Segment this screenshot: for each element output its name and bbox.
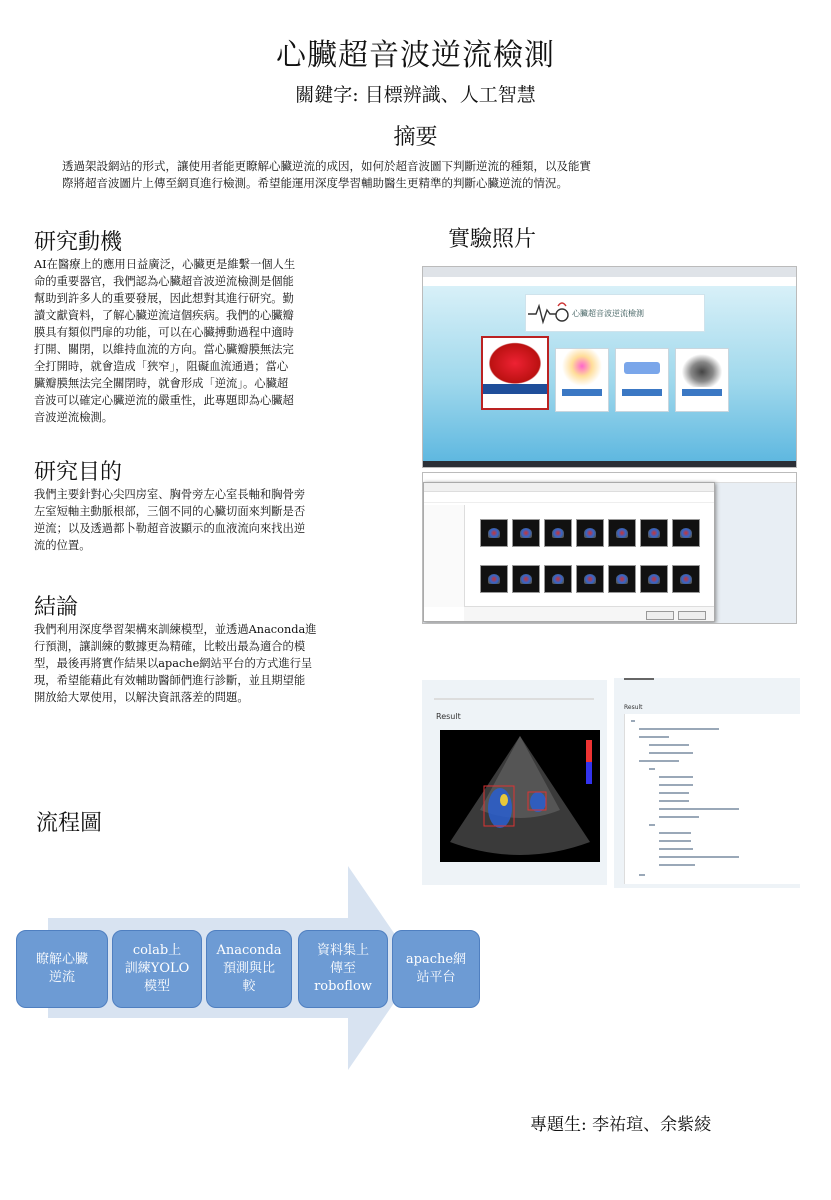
website-screenshot [422,266,797,468]
dialog-title-bar [424,483,714,492]
text-line: 現，希望能藉此有效輔助醫師們進行診斷，並且期望能 [34,674,306,687]
site-main [423,286,796,461]
flow-step-5 [392,930,480,1008]
purpose-heading: 研究目的 [34,460,123,485]
ultrasound-thumbnail[interactable] [672,519,700,547]
text-line: 逆流；以及透過都卜勒超音波顯示的血液流向來找出逆 [34,522,306,535]
ultrasound-thumbnail[interactable] [544,519,572,547]
team-icon [676,349,728,387]
card-intro[interactable] [555,348,609,412]
cartoon-icon [556,349,608,387]
text-line: 讀文獻資料，了解心臟逆流這個疾病。我們的心臟瓣 [34,309,294,322]
open-button[interactable] [646,611,674,620]
result-label: Result [436,712,461,721]
text-line: AI在醫療上的應用日益廣泛，心臟更是維繫一個人生 [34,258,296,271]
text-line: 打開、關閉，以維持血流的方向。當心臟瓣膜無法完 [34,343,294,356]
card-button [682,389,722,396]
ultrasound-thumbnail[interactable] [512,565,540,593]
authors: 專題生: 李祐瑄、余紫綾 [530,1115,712,1135]
result-json-panel [614,678,800,888]
start-icon [616,349,668,387]
flow-step-text: Anaconda [216,943,282,958]
motivation-text [34,256,404,426]
flow-step-text: 較 [242,979,256,994]
purpose-text [34,486,404,554]
json-code-lines [625,714,800,884]
flow-step-3 [206,930,292,1008]
heart-icon [483,338,547,384]
ultrasound-result-image [440,730,600,862]
site-header [525,294,705,332]
text-line: 我們主要針對心尖四房室、胸骨旁左心室長軸和胸骨旁 [34,488,306,501]
photos-heading: 實驗照片 [448,227,537,252]
dialog-folder-tree [424,505,465,607]
flow-step-text: 訓練YOLO [124,961,190,976]
heartbeat-stethoscope-icon [526,298,572,328]
text-line: 型，最後再將實作結果以apache網站平台的方式進行呈 [34,657,313,670]
abstract-line: 透過架設網站的形式，讓使用者能更瞭解心臟逆流的成因，如何於超音波圖下判斷逆流的種類，以及能實 [62,159,591,173]
flow-step-text: 站平台 [416,970,456,985]
result-json-label: Result [624,704,643,711]
flow-step-text: 瞭解心臟 [35,952,88,967]
flow-step-text: 資料集上 [316,943,369,958]
text-line: 音波可以確定心臟逆流的嚴重性，此專題即為心臟超 [34,394,294,407]
text-line: 幫助到許多人的重要發展，因此想對其進行研究。勤 [34,292,294,305]
ultrasound-thumbnail[interactable] [608,565,636,593]
text-line: 開放給大眾使用，以解決資訊落差的問題。 [34,691,249,704]
text-line: 音波逆流檢測。 [34,411,114,424]
divider [434,698,594,700]
site-title: 心臟超音波逆流檢測 [572,308,644,318]
ultrasound-thumbnail[interactable] [640,565,668,593]
ultrasound-thumbnail[interactable] [480,519,508,547]
result-image-panel [422,680,607,885]
text-line: 全打開時，就會造成「狹窄」，阻礙血流通過；當心 [34,360,289,373]
ultrasound-thumbnail[interactable] [544,565,572,593]
text-line: 臟瓣膜無法完全關閉時，就會形成「逆流」。心臟超 [34,377,289,390]
keywords: 關鍵字: 目標辨識、人工智慧 [295,84,536,106]
flow-step-text: apache網 [405,952,467,967]
abstract-heading: 摘要 [393,125,438,150]
card-button [562,389,602,396]
upload-dialog-screenshot [422,472,797,624]
text-line: 行預測，讓訓練的數據更為精確，比較出最為適合的模 [34,640,306,653]
conclusion-heading: 結論 [34,595,79,620]
ultrasound-thumbnail[interactable] [608,519,636,547]
flow-step-text: 傳至 [329,961,356,976]
ultrasound-thumbnail[interactable] [640,519,668,547]
flow-step-text: roboflow [314,979,372,994]
motivation-heading: 研究動機 [34,230,123,255]
file-dialog [423,482,715,622]
json-output [624,714,800,884]
text-line: 我們利用深度學習架構來訓練模型，並透過Anaconda進 [34,623,317,636]
flow-step-text: 預測與比 [222,961,275,976]
browser-tab-bar [423,267,796,277]
ultrasound-thumbnail[interactable] [480,565,508,593]
conclusion-text [34,621,404,706]
divider [624,678,654,680]
card-about[interactable] [675,348,729,412]
flow-step-2 [112,930,202,1008]
cancel-button[interactable] [678,611,706,620]
ultrasound-thumbnail[interactable] [576,565,604,593]
dialog-footer [464,606,714,621]
text-line: 膜具有類似門扉的功能，可以在心臟搏動過程中適時 [34,326,294,339]
abstract-line: 際將超音波圖片上傳至網頁進行檢測。希望能運用深度學習輔助醫生更精準的判斷心臟逆流的情況。 [62,176,568,190]
card-caption-bar [483,384,547,394]
flow-step-1 [16,930,108,1008]
ultrasound-thumbnail[interactable] [512,519,540,547]
ultrasound-thumbnail[interactable] [576,519,604,547]
flow-step-4 [298,930,388,1008]
card-heart[interactable] [481,336,549,410]
abstract-text [62,158,774,192]
ultrasound-sector-icon [440,730,600,862]
text-line: 左室短軸主動脈根部，三個不同的心臟切面來判斷是否 [34,505,306,518]
text-line: 命的重要器官，我們認為心臟超音波逆流檢測是個能 [34,275,294,288]
text-line: 流的位置。 [34,539,91,552]
ultrasound-thumbnail[interactable] [672,565,700,593]
flow-step-text: 逆流 [48,970,75,985]
page-title: 心臟超音波逆流檢測 [276,38,555,73]
card-start[interactable] [615,348,669,412]
flow-step-text: 模型 [143,979,170,994]
dialog-path-bar [424,492,714,503]
flow-step-text: colab上 [132,943,182,958]
taskbar [423,461,796,467]
flow-heading: 流程圖 [36,811,103,836]
card-button [622,389,662,396]
